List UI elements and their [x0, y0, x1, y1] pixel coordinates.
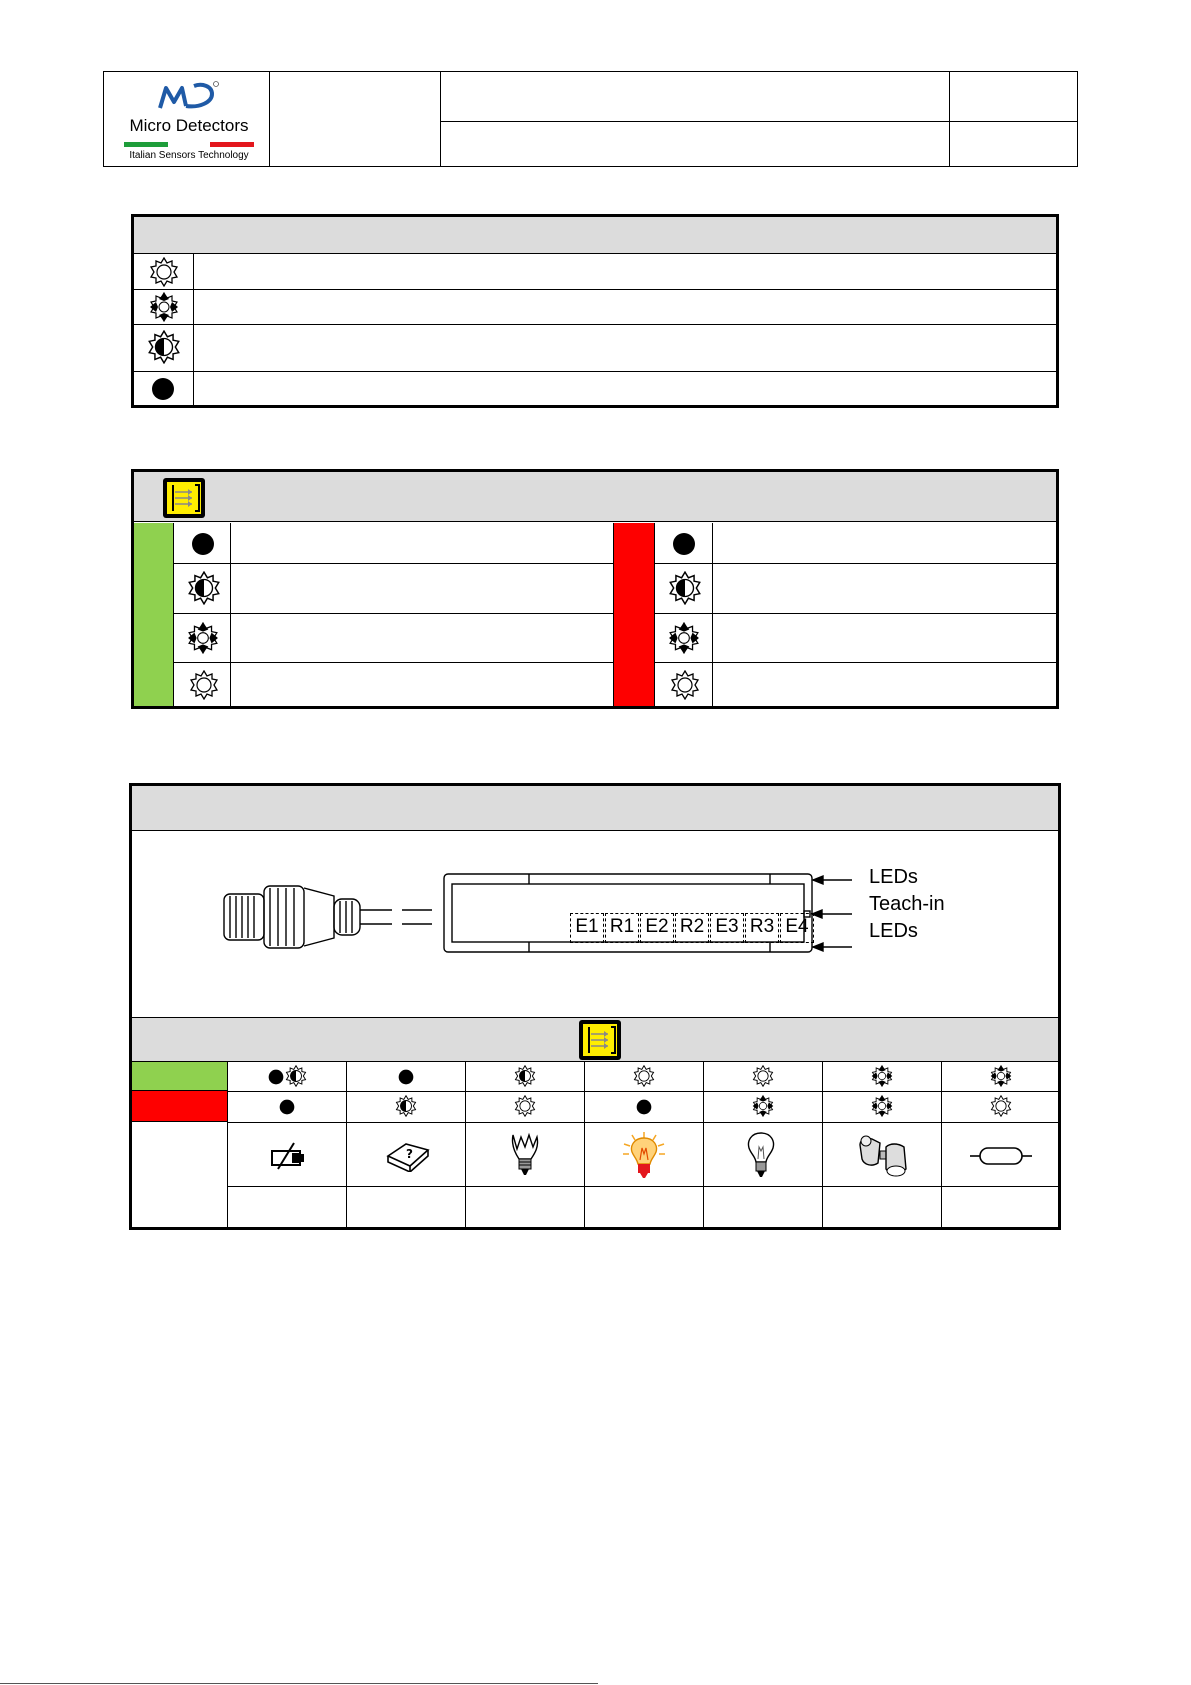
binoculars-icon	[856, 1133, 910, 1179]
led-on-solid-icon	[191, 532, 215, 556]
led-off-sun-icon	[514, 1095, 536, 1117]
legend-row	[134, 371, 1056, 405]
broken-bulb-icon	[509, 1131, 541, 1181]
state-red-column	[613, 523, 655, 706]
led-off-sun-icon	[633, 1065, 655, 1087]
svg-text:?: ?	[406, 1147, 413, 1161]
led-off-sun-icon	[670, 670, 700, 700]
legend-table-header	[134, 217, 1056, 254]
led-fast-blink-icon	[990, 1065, 1012, 1087]
diagram-table-header	[132, 786, 1058, 831]
led-half-blink-icon	[147, 330, 181, 364]
code-table-header	[132, 1017, 1058, 1062]
callout-leds-top: LEDs	[869, 866, 918, 888]
m12-connector-drawing	[224, 886, 432, 948]
company-logo	[122, 78, 256, 162]
led-fast-blink-icon	[871, 1065, 893, 1087]
led-on-solid-icon	[636, 1099, 652, 1115]
sensor-diagram	[222, 846, 942, 966]
led-fast-blink-icon	[187, 622, 219, 654]
led-fast-blink-icon	[668, 622, 700, 654]
led-half-blink-icon	[187, 571, 221, 605]
led-on-solid-icon	[268, 1069, 284, 1085]
led-fast-blink-icon	[149, 292, 179, 322]
led-on-solid-icon	[398, 1069, 414, 1085]
segment-e1: E1	[570, 913, 604, 943]
led-half-blink-icon	[395, 1095, 417, 1117]
led-fast-blink-icon	[752, 1095, 774, 1117]
segment-r2: R2	[675, 913, 709, 943]
led-legend-table	[131, 214, 1059, 408]
segment-r3: R3	[745, 913, 779, 943]
led-on-solid-icon	[151, 377, 175, 401]
code-row-green-label	[132, 1062, 227, 1091]
device-code-table	[129, 783, 1061, 1230]
state-table	[131, 469, 1059, 709]
logo-brand-name: Micro Detectors	[129, 116, 249, 135]
led-half-blink-icon	[285, 1065, 307, 1087]
teach-mode-icon	[578, 1019, 622, 1061]
legend-row	[134, 289, 1056, 324]
bulb-icon	[744, 1131, 778, 1181]
led-on-solid-icon	[672, 532, 696, 556]
led-half-blink-icon	[514, 1065, 536, 1087]
glowing-bulb-icon	[621, 1130, 667, 1182]
logo-green-bar	[124, 142, 168, 147]
battery-icon	[270, 1141, 306, 1171]
segment-e3: E3	[710, 913, 744, 943]
pill-icon	[970, 1146, 1032, 1166]
state-green-column	[134, 523, 174, 706]
logo-tagline: Italian Sensors Technology	[129, 150, 249, 161]
footer-rule	[0, 1683, 598, 1684]
callout-leds-bottom: LEDs	[869, 920, 918, 942]
led-off-sun-icon	[149, 257, 179, 287]
segment-r1: R1	[605, 913, 639, 943]
led-off-sun-icon	[990, 1095, 1012, 1117]
segment-e4: E4	[780, 913, 814, 943]
legend-row	[134, 254, 1056, 289]
segment-e2: E2	[640, 913, 674, 943]
manual-question-icon	[384, 1136, 432, 1172]
callout-teach-in: Teach-in	[869, 893, 945, 915]
logo-red-bar	[210, 142, 254, 147]
code-row-red-label	[132, 1091, 227, 1122]
led-half-blink-icon	[668, 571, 702, 605]
callout-arrows	[812, 876, 852, 951]
legend-row	[134, 324, 1056, 371]
led-on-solid-icon	[279, 1099, 295, 1115]
led-off-sun-icon	[189, 670, 219, 700]
teach-mode-icon	[162, 477, 206, 519]
led-fast-blink-icon	[871, 1095, 893, 1117]
document-header	[103, 71, 1078, 167]
md-logo-mark	[156, 80, 222, 112]
state-table-header	[134, 472, 1056, 522]
led-off-sun-icon	[752, 1065, 774, 1087]
